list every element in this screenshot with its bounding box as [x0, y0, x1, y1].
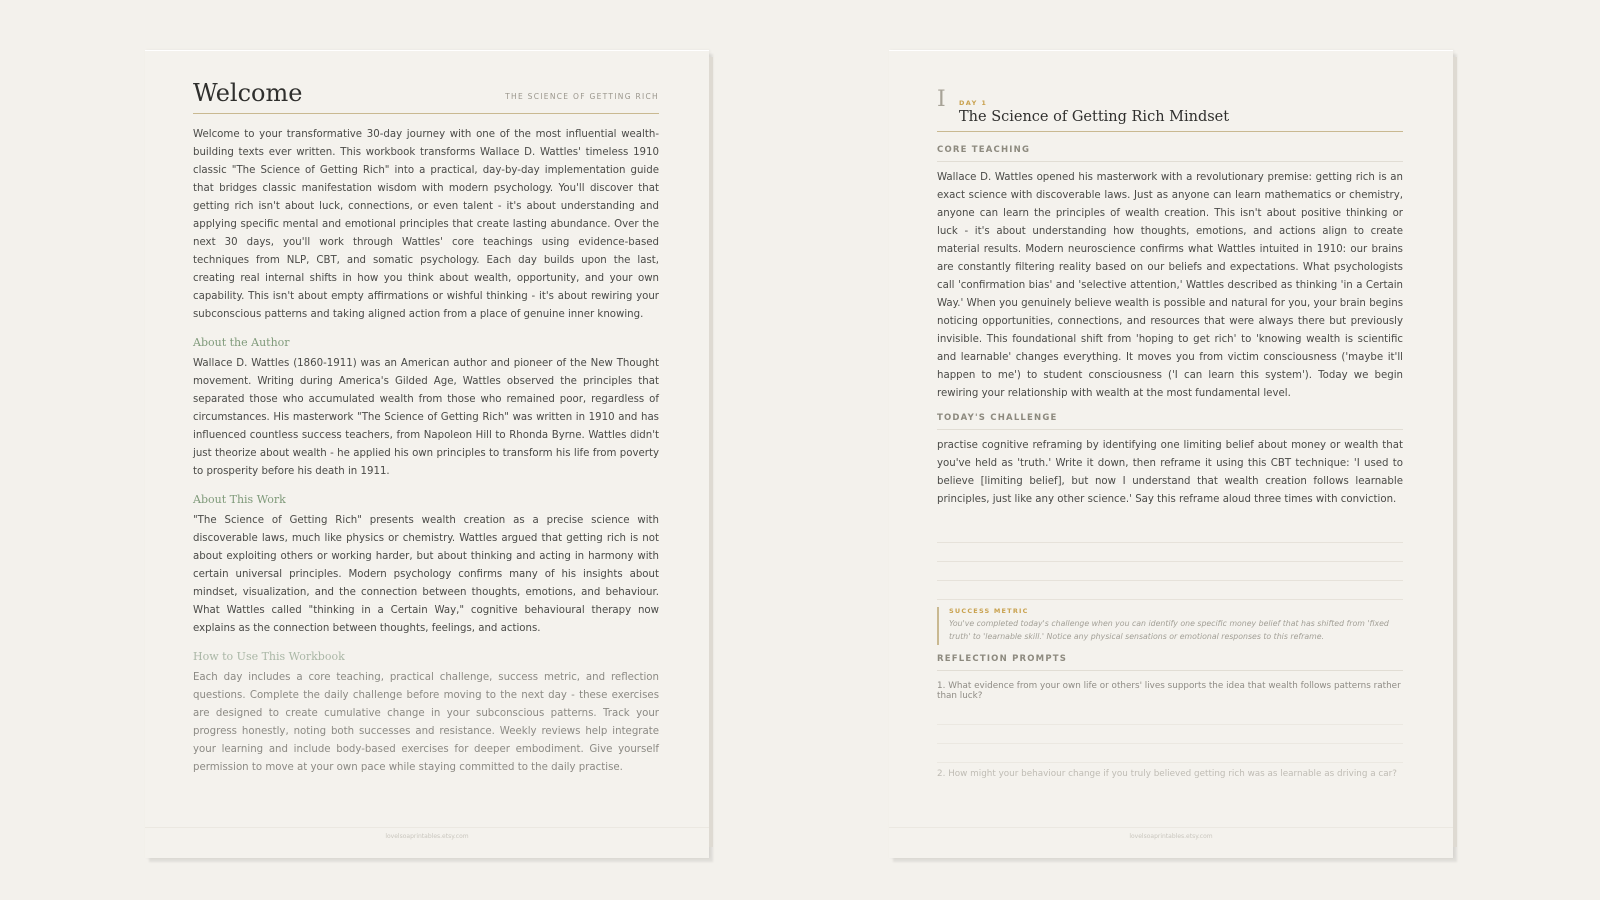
- day-title: The Science of Getting Rich Mindset: [959, 109, 1230, 125]
- book-tagline: THE SCIENCE OF GETTING RICH: [505, 92, 659, 101]
- day-one-page: [889, 50, 1453, 858]
- welcome-header: [193, 79, 659, 114]
- reflection-prompt-2: 2. How might your behaviour change if you truly believed getting rich was as learnable as driving a car?: [937, 769, 1397, 779]
- page-edge: [709, 57, 713, 847]
- writing-line: [937, 543, 1403, 562]
- page-title: Welcome: [193, 79, 303, 107]
- page-footer: lovelsoaprintables.etsy.com: [889, 827, 1453, 858]
- section-body-how-to: Each day includes a core teaching, practical challenge, success metric, and reflection questions. Complete the daily challenge before moving to the next day - these exercises are designed to create cumulative change in your subconscious patterns. Track your progress honestly, noting both successes and resistance. Weekly reviews help integrate your learning and include body-based exercises for deeper embodiment. Give yourself permission to move at your own pace while staying committed to the daily practise.: [193, 672, 659, 773]
- core-teaching-label: CORE TEACHING: [937, 145, 1403, 162]
- section-body-author: Wallace D. Wattles (1860-1911) was an American author and pioneer of the New Thought movement. Writing during America's Gilded Age, Wattles observed the principles that separated those who accumulated wealth from those who remained poor, regardless of circumstances. His masterwork "The Science of Getting Rich" was written in 1910 and has influenced countless success teachers, from Napoleon Hill to Rhonda Byrne. Wattles didn't just theorize about wealth - he applied his own principles to transform his life from poverty to prosperity before his death in 1911.: [193, 358, 659, 477]
- challenge-label: TODAY'S CHALLENGE: [937, 413, 1403, 430]
- intro-paragraph: Welcome to your transformative 30-day journey with one of the most influential wealth-building texts ever written. This workbook transforms Wallace D. Wattles' timeless 1910 classic "The Science of Getting Rich" into a practical, day-by-day implementation guide that bridges classic manifestation wisdom with modern psychology. You'll discover that getting rich isn't about luck, connections, or even talent - it's about understanding and applying specific mental and emotional principles that create lasting abundance. Over the next 30 days, you'll work through Wattles' core teachings using evidence-based techniques from NLP, CBT, and somatic psychology. Each day builds upon the last, creating real internal shifts in how you think about wealth, opportunity, and your own capability. This isn't about empty affirmations or wishful thinking - it's about rewiring your subconscious patterns and taking aligned action from a place of genuine inner knowing.: [193, 129, 659, 320]
- day-content: [937, 79, 1403, 779]
- challenge-text: practise cognitive reframing by identifying one limiting belief about money or wealth that you've held as 'truth.' Write it down, then reframe it using this CBT technique: 'I used to believe [limiting belief], but now I understand that wealth creation follows learnable principles, just like any other science.' Say this reframe aloud three times with conviction.: [937, 440, 1403, 505]
- day-header: [937, 79, 1403, 132]
- answer-line: [937, 706, 1403, 725]
- welcome-page: [145, 50, 709, 858]
- answer-line: [937, 744, 1403, 763]
- day-label: DAY 1: [959, 99, 988, 107]
- section-heading-how-to: How to Use This Workbook: [193, 650, 345, 663]
- section-heading-work: About This Work: [193, 493, 286, 506]
- reflection-prompt-1: 1. What evidence from your own life or others' lives supports the idea that wealth follows patterns rather than luck?: [937, 681, 1401, 701]
- answer-lines: [937, 706, 1403, 763]
- reflection-label: REFLECTION PROMPTS: [937, 654, 1403, 671]
- section-body-work: "The Science of Getting Rich" presents wealth creation as a precise science with discoverable laws, much like physics or chemistry. Wattles argued that getting rich is not about exploiting others or working harder, but about thinking and acting in harmony with certain universal principles. Modern psychology confirms many of his insights about mindset, visualization, and the connection between thoughts, emotions, and behaviour. What Wattles called "thinking in a Certain Way," cognitive behavioural therapy now explains as the connection between thoughts, feelings, and actions.: [193, 515, 659, 634]
- success-metric-label: SUCCESS METRIC: [949, 607, 1029, 615]
- writing-line: [937, 562, 1403, 581]
- core-teaching-text: Wallace D. Wattles opened his masterwork with a revolutionary premise: getting rich is an exact science with discoverable laws. Just as anyone can learn mathematics or chemistry, anyone can learn the principles of wealth creation. This isn't about positive thinking or luck - it's about understanding how thoughts, emotions, and actions align to create material results. Modern neuroscience confirms what Wattles intuited in 1910: our brains are constantly filtering reality based on our beliefs and expectations. What psychologists call 'confirmation bias' and 'selective attention,' Wattles described as thinking 'in a Certain Way.' When you genuinely believe wealth is possible and natural for you, your brain begins noticing opportunities, connections, and resources that were always there but previously invisible. This foundational shift from 'hoping to get rich' to 'knowing wealth is scientific and learnable' changes everything. It moves you from victim consciousness ('maybe it'll happen to me') to student consciousness ('I can learn this system'). Today we begin rewiring your relationship with wealth at the most fundamental level.: [937, 172, 1403, 399]
- answer-line: [937, 725, 1403, 744]
- day-heading-group: [959, 79, 1229, 125]
- section-heading-author: About the Author: [193, 336, 290, 349]
- writing-line: [937, 524, 1403, 543]
- page-footer: lovelsoaprintables.etsy.com: [145, 827, 709, 858]
- writing-line: [937, 581, 1403, 600]
- success-metric-text: You've completed today's challenge when you can identify one specific money belief that has shifted from 'fixed truth' to 'learnable skill.' Notice any physical sensations or emotional responses to this reframe.: [949, 619, 1389, 641]
- challenge-writing-lines: [937, 524, 1403, 600]
- page-edge: [1453, 57, 1457, 847]
- welcome-content: [193, 79, 659, 777]
- day-numeral: I: [937, 87, 946, 112]
- success-metric-box: [937, 607, 1403, 645]
